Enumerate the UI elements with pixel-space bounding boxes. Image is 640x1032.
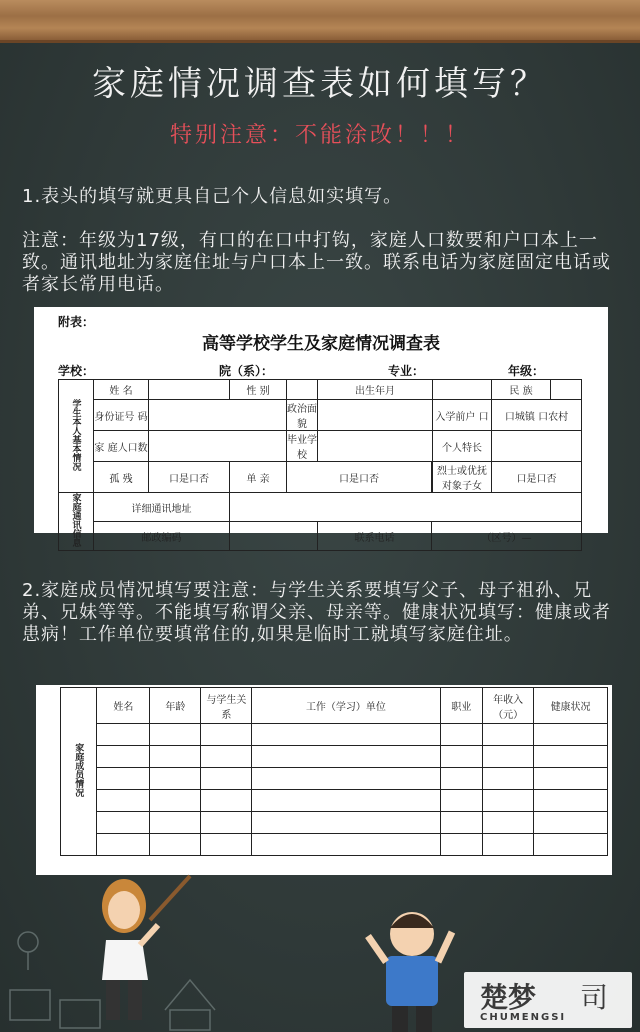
name-label: 姓 名: [94, 380, 149, 400]
header-income: 年收入（元）: [483, 688, 534, 724]
header-workplace: 工作（学习）单位: [252, 688, 440, 724]
table-row: [61, 834, 608, 856]
form-heading: 高等学校学生及家庭情况调查表: [202, 334, 440, 354]
attachment-label: 附表：: [58, 315, 95, 329]
header-age: 年龄: [150, 688, 201, 724]
population-label: 家 庭人口数: [94, 431, 149, 462]
orphan-options: 口是口否: [149, 462, 230, 493]
logo-mark-icon: 司: [580, 981, 609, 1014]
student-info-form: [34, 307, 608, 547]
address-label: 详细通讯地址: [94, 493, 230, 522]
section-family-label: 家庭成员情况: [73, 743, 84, 797]
watermark-logo-text: 楚梦: [480, 981, 537, 1014]
school-label: 学校：: [58, 364, 95, 378]
political-label: 政治面貌: [287, 400, 318, 431]
area-code: （区号）—: [432, 522, 582, 551]
section-contact-label: 家庭通讯信息: [70, 493, 81, 547]
point-2: 2.家庭成员情况填写要注意：与学生关系要填写父子、母子祖孙、兄弟、兄妹等等。不能填写称谓父亲、母亲等。健康状况填写：健康或者患病！工作单位要填常住的,如果是临时工就填写家庭住址。: [22, 580, 611, 645]
boy-figure: [368, 912, 452, 1032]
martyr-label: 烈士或优抚对象子女: [433, 462, 492, 493]
section-student-label: 学生本人基本情况: [70, 398, 81, 471]
table-row: [61, 812, 608, 834]
girl-figure: [102, 876, 190, 1020]
hukou-options: 口城镇 口农村: [492, 400, 582, 431]
talent-label: 个人特长: [433, 431, 492, 462]
major-label: 专业：: [388, 364, 425, 378]
watermark-logo: [464, 972, 632, 1028]
phone-label: 联系电话: [318, 522, 432, 551]
postcode-label: 邮政编码: [94, 522, 230, 551]
id-label: 身份证号 码: [94, 400, 149, 431]
point-1: 1.表头的填写就更具自己个人信息如实填写。: [22, 186, 403, 207]
table-row: [61, 746, 608, 768]
birth-label: 出生年月: [318, 380, 433, 400]
martyr-options: 口是口否: [492, 462, 582, 493]
orphan-label: 孤 残: [94, 462, 149, 493]
family-members-form: [36, 685, 612, 875]
graduate-school-label: 毕业学校: [287, 431, 318, 462]
header-health: 健康状况: [534, 688, 608, 724]
table-row: [61, 790, 608, 812]
note-text: 注意：年级为17级，有口的在口中打钩，家庭人口数要和户口本上一致。通讯地址为家庭住址与户口本上一致。联系电话为家庭固定电话或者家长常用电话。: [22, 230, 611, 295]
watermark-brand: CHUMENGSI: [480, 1012, 567, 1023]
warning-text: 特别注意：不能涂改！！！: [169, 123, 470, 148]
ethnic-label: 民 族: [492, 380, 551, 400]
table-row: [61, 724, 608, 746]
header-relation: 与学生关系: [201, 688, 252, 724]
header-name: 姓名: [97, 688, 150, 724]
hukou-label: 入学前户 口: [433, 400, 492, 431]
header-job: 职业: [440, 688, 483, 724]
single-parent-options: 口是口否: [287, 462, 432, 493]
student-info-table: [58, 379, 582, 551]
page-title: 家庭情况调查表如何填写？: [92, 64, 548, 104]
table-row: [61, 768, 608, 790]
grade-label: 年级：: [508, 364, 545, 378]
single-parent-label: 单 亲: [230, 462, 287, 493]
family-members-table: [60, 687, 608, 856]
college-label: 院（系）：: [219, 364, 274, 378]
gender-label: 性 别: [230, 380, 287, 400]
wood-frame: [0, 0, 640, 43]
